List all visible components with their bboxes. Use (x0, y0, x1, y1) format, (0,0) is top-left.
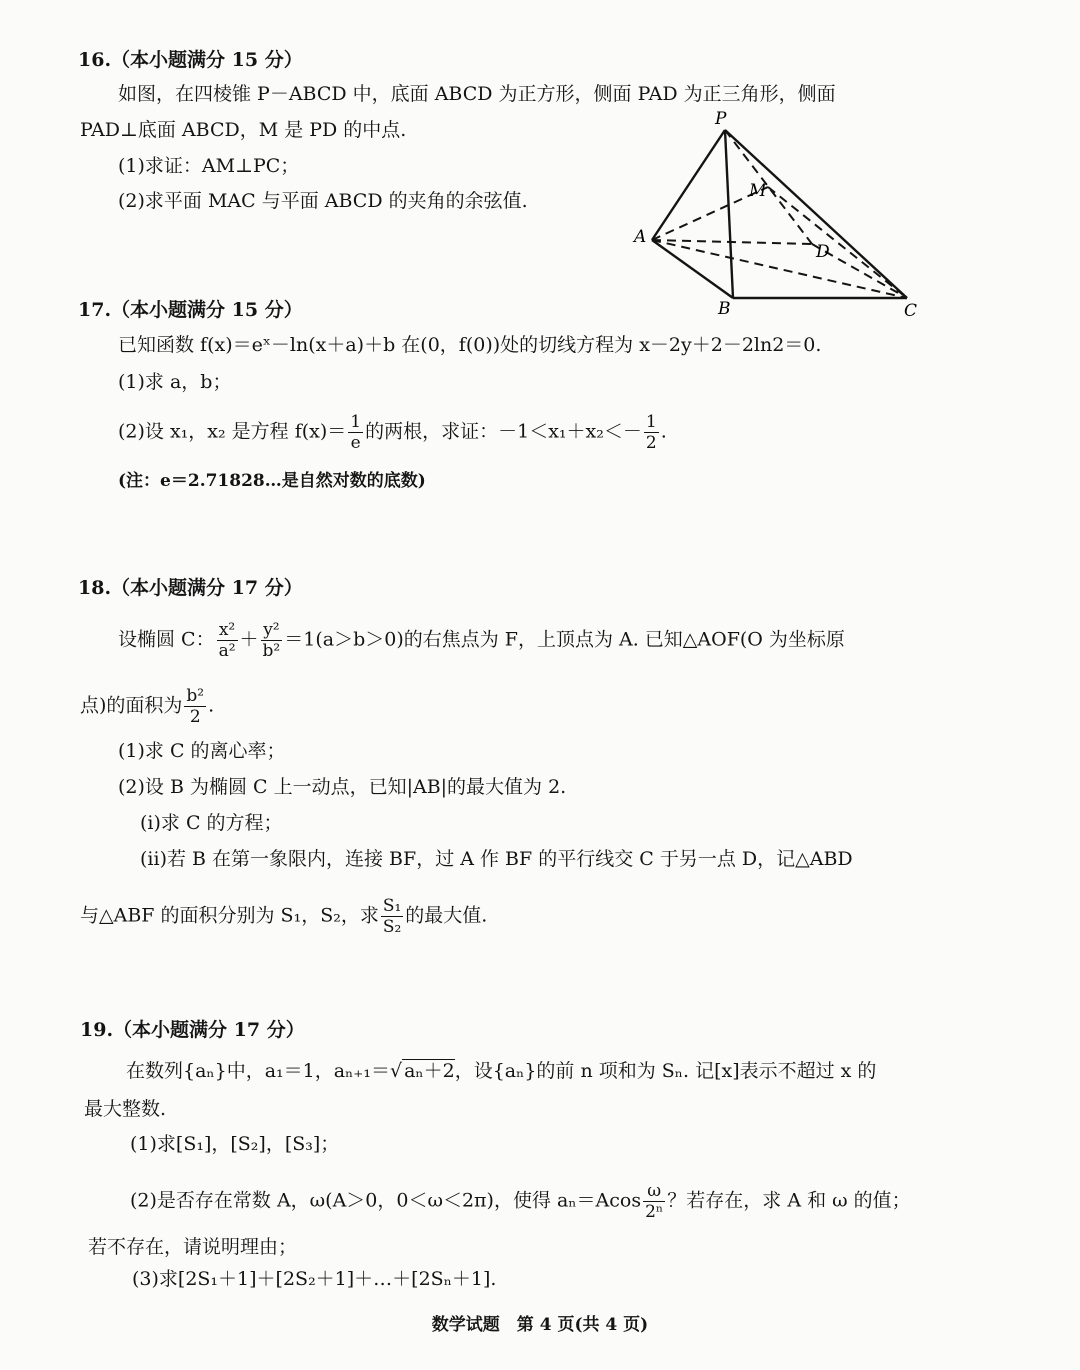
q18-last (80, 896, 487, 937)
q18-line1 (118, 620, 845, 661)
q17-header: 17.（本小题满分 15 分） (78, 299, 303, 321)
label-C: C (904, 301, 918, 321)
frac-numerator: x² (217, 620, 238, 641)
q19-header: 19.（本小题满分 17 分） (80, 1019, 305, 1041)
q18-text: . (208, 694, 215, 717)
edge-AD-dashed (652, 240, 812, 244)
fraction-1-over-2 (644, 412, 659, 453)
edge-PA (652, 130, 725, 240)
q17-note: (注：e＝2.71828…是自然对数的底数) (118, 471, 426, 491)
frac-numerator: 1 (350, 412, 362, 432)
q18-line2 (80, 686, 214, 727)
q17-part2-text: 的两根，求证：－1＜x₁＋x₂＜－ (365, 420, 642, 443)
q18-text: ＋ (239, 628, 259, 651)
q19-part1: (1)求[S₁]，[S₂]，[S₃]； (130, 1133, 340, 1155)
pyramid-figure (620, 108, 930, 323)
q18-text: 点)的面积为 (80, 694, 183, 717)
q19-text: 在数列{aₙ}中，a₁＝1，aₙ₊₁＝√ (126, 1060, 403, 1082)
q18-header: 18.（本小题满分 17 分） (78, 577, 303, 599)
label-A: A (634, 227, 647, 247)
frac-denominator: 2 (645, 433, 657, 453)
label-M: M (749, 181, 767, 201)
q18-part1: (1)求 C 的离心率； (118, 740, 286, 762)
q19-text: ，设{aₙ}的前 n 项和为 Sₙ. 记[x]表示不超过 x 的 (454, 1060, 877, 1082)
frac-denominator: 2 (189, 707, 201, 727)
fraction-x2-over-a2 (217, 620, 238, 661)
fraction-1-over-e (348, 412, 363, 453)
edge-AB (652, 240, 733, 298)
frac-numerator: S₁ (382, 896, 402, 916)
fraction-S1-over-S2 (381, 896, 403, 937)
fraction-b2-over-2 (184, 686, 206, 727)
page-footer: 数学试题 第 4 页(共 4 页) (431, 1315, 649, 1335)
frac-denominator: b² (262, 641, 281, 661)
q19-part2-line2: 若不存在，请说明理由； (88, 1236, 298, 1258)
frac-numerator: 1 (645, 412, 657, 432)
q19-part3: (3)求[2S₁＋1]＋[2S₂＋1]＋…＋[2Sₙ＋1]. (132, 1268, 497, 1290)
q17-line1: 已知函数 f(x)＝eˣ－ln(x＋a)＋b 在(0，f(0))处的切线方程为 x－2y＋2－2ln2＝0. (118, 334, 822, 356)
q18-text: 的最大值. (405, 904, 488, 927)
frac-numerator: y² (261, 620, 283, 641)
q17-part2-text: (2)设 x₁，x₂ 是方程 f(x)＝ (118, 420, 347, 443)
q19-part2 (130, 1181, 911, 1222)
frac-denominator: 2ⁿ (645, 1202, 664, 1222)
q17-part2 (118, 412, 667, 453)
sqrt-radicand: aₙ＋2 (404, 1060, 455, 1082)
q16-part1: (1)求证：AM⊥PC； (118, 155, 300, 177)
q19-text: ？若存在，求 A 和 ω 的值； (667, 1189, 911, 1212)
q18-sub2: (ii)若 B 在第一象限内，连接 BF，过 A 作 BF 的平行线交 C 于另一点 D，记△ABD (140, 848, 853, 870)
frac-numerator: ω (643, 1181, 665, 1202)
q16-header: 16.（本小题满分 15 分） (78, 49, 303, 71)
label-D: D (816, 242, 830, 262)
frac-denominator: a² (218, 641, 236, 661)
fraction-y2-over-b2 (261, 620, 283, 661)
q19-text: (2)是否存在常数 A，ω(A＞0，0＜ω＜2π)，使得 aₙ＝Acos (130, 1189, 642, 1212)
frac-denominator: S₂ (382, 917, 402, 937)
q17-part2-text: . (660, 420, 667, 443)
frac-denominator: e (350, 433, 361, 453)
q19-line1 (126, 1057, 876, 1085)
label-P: P (715, 109, 727, 129)
q16-part2: (2)求平面 MAC 与平面 ABCD 的夹角的余弦值. (118, 190, 528, 212)
q16-line1: 如图，在四棱锥 P－ABCD 中，底面 ABCD 为正方形，侧面 PAD 为正三角形，侧面 (118, 83, 836, 105)
q17-part1: (1)求 a，b； (118, 371, 232, 393)
diag-AC-dashed (652, 240, 907, 298)
q16-line2: PAD⊥底面 ABCD，M 是 PD 的中点. (80, 119, 407, 141)
q18-sub1: (i)求 C 的方程； (140, 812, 283, 834)
edge-PC (725, 130, 907, 298)
q18-part2: (2)设 B 为椭圆 C 上一动点，已知|AB|的最大值为 2. (118, 776, 567, 798)
q19-line2: 最大整数. (84, 1098, 167, 1120)
label-B: B (718, 299, 731, 319)
edge-PB (725, 130, 733, 298)
fraction-omega-over-2n (643, 1181, 665, 1222)
frac-numerator: b² (186, 686, 205, 706)
q18-text: 与△ABF 的面积分别为 S₁，S₂，求 (80, 904, 379, 927)
q18-text: 设椭圆 C： (118, 628, 215, 651)
q18-text: ＝1(a＞b＞0)的右焦点为 F，上顶点为 A. 已知△AOF(O 为坐标原 (284, 628, 845, 651)
